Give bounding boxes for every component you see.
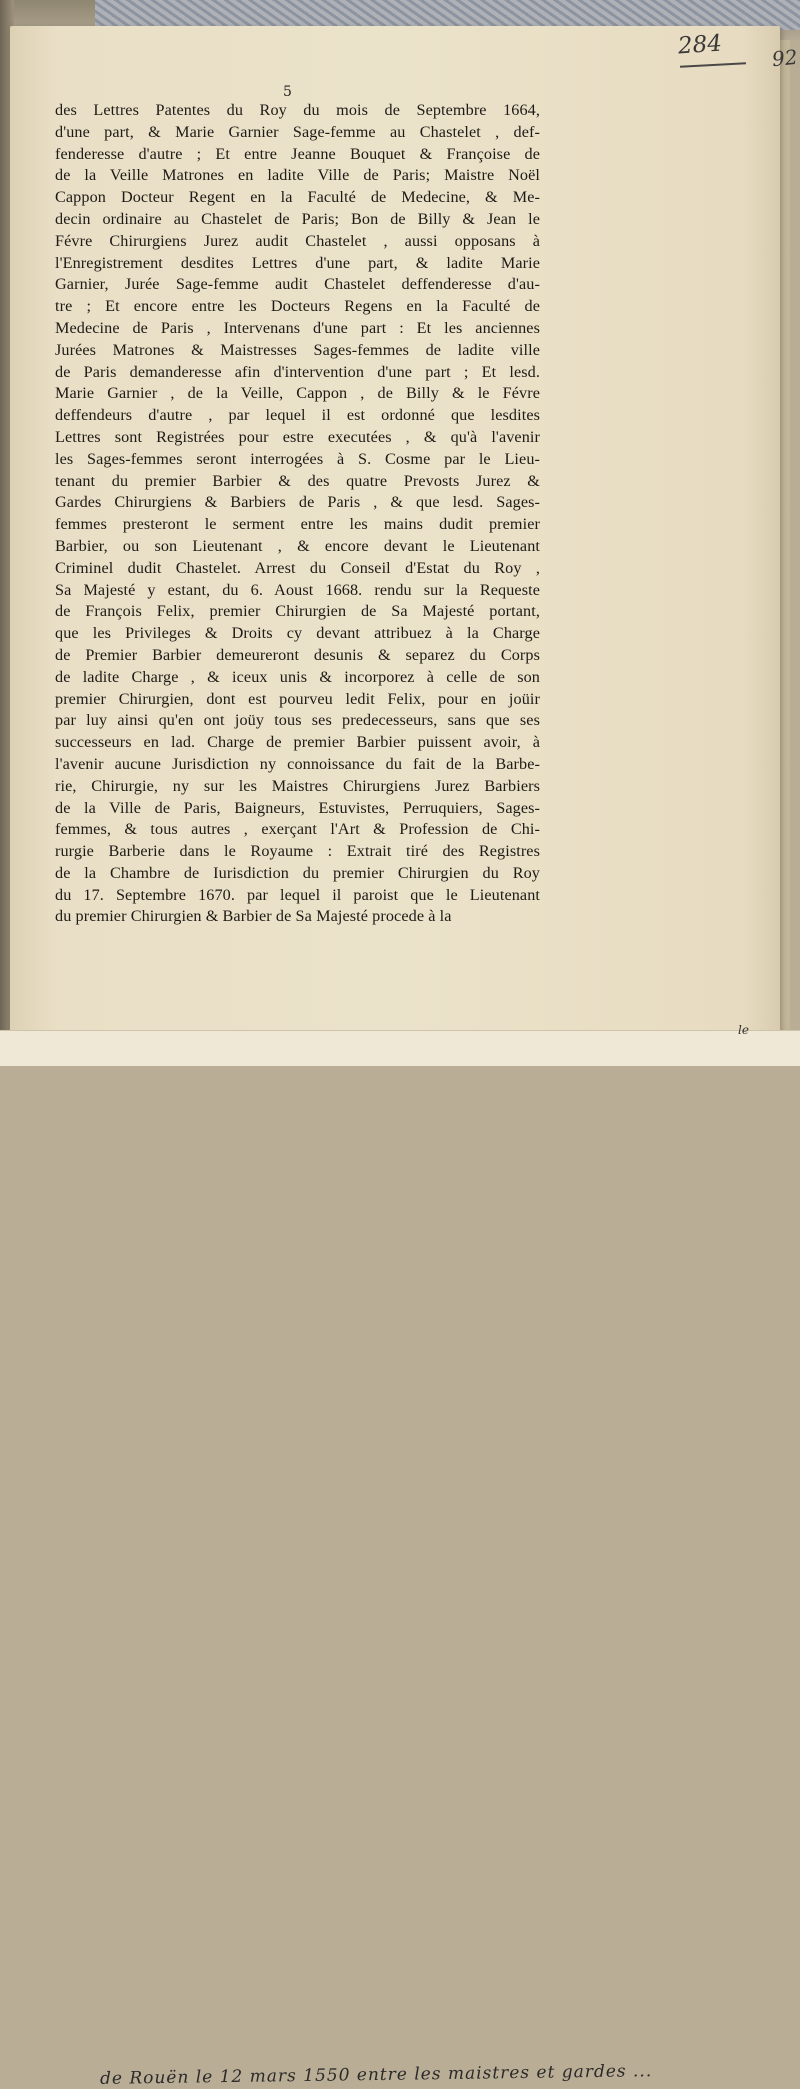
text-line: Cappon Docteur Regent en la Faculté de Medecine, & Me- <box>55 188 540 207</box>
bottom-manuscript-strip <box>0 1023 800 2089</box>
text-line: decin ordinaire au Chastelet de Paris; Bon de Billy & Jean le <box>55 209 540 228</box>
text-line: Lettres sont Registrées pour estre executées , & qu'à l'avenir <box>55 427 540 446</box>
printed-text-block <box>55 100 540 928</box>
text-line: de la Ville de Paris, Baigneurs, Estuvistes, Perruquiers, Sages- <box>55 798 540 817</box>
printed-page-number: 5 <box>283 84 292 100</box>
text-line: Criminel dudit Chastelet. Arrest du Conseil d'Estat du Roy , <box>55 558 540 577</box>
text-line: l'avenir aucune Jurisdiction ny connoissance du fait de la Barbe- <box>55 754 540 773</box>
text-line: tre ; Et encore entre les Docteurs Regens en la Faculté de <box>55 297 540 316</box>
text-line: du 17. Septembre 1670. par lequel il paroist que le Lieutenant <box>55 885 540 904</box>
folio-number: 284 <box>677 30 723 60</box>
text-line: les Sages-femmes seront interrogées à S. Cosme par le Lieu- <box>55 449 540 468</box>
text-line: tenant du premier Barbier & des quatre Prevosts Jurez & <box>55 471 540 490</box>
text-line: de Paris demanderesse afin d'intervention d'une part ; Et lesd. <box>55 362 540 381</box>
text-line: de ladite Charge , & iceux unis & incorporez à celle de son <box>55 667 540 686</box>
text-line: de la Veille Matrones en ladite Ville de Paris; Maistre Noël <box>55 166 540 185</box>
text-line: successeurs en lad. Charge de premier Barbier puissent avoir, à <box>55 733 540 752</box>
text-line: deffendeurs d'autre , par lequel il est ordonné que lesdites <box>55 406 540 425</box>
bottom-manuscript-note: de Rouën le 12 mars 1550 entre les maistres et gardes ... <box>99 2061 653 2089</box>
text-line: Jurées Matrones & Maistresses Sages-femmes de ladite ville <box>55 340 540 359</box>
text-line: Gardes Chirurgiens & Barbiers de Paris , & que lesd. Sages- <box>55 493 540 512</box>
text-line: premier Chirurgien, dont est pourveu ledit Felix, pour en joüir <box>55 689 540 708</box>
text-line: de François Felix, premier Chirurgien de Sa Majesté portant, <box>55 602 540 621</box>
text-line: rurgie Barberie dans le Royaume : Extrait tiré des Registres <box>55 842 540 861</box>
text-line: de Premier Barbier demeureront desunis & separez du Corps <box>55 645 540 664</box>
text-line: d'une part, & Marie Garnier Sage-femme au Chastelet , def- <box>55 122 540 141</box>
text-line: fenderesse d'autre ; Et entre Jeanne Bouquet & Françoise de <box>55 144 540 163</box>
text-line: de la Chambre de Iurisdiction du premier Chirurgien du Roy <box>55 863 540 882</box>
text-line: femmes, & tous autres , exerçant l'Art & Profession de Chi- <box>55 820 540 839</box>
folio-number-secondary: 92 <box>770 44 799 72</box>
text-line: l'Enregistrement desdites Lettres d'une part, & ladite Marie <box>55 253 540 272</box>
text-line: rie, Chirurgie, ny sur les Maistres Chirurgiens Jurez Barbiers <box>55 776 540 795</box>
text-line: Barbier, ou son Lieutenant , & encore devant le Lieutenant <box>55 536 540 555</box>
text-line: du premier Chirurgien & Barbier de Sa Majesté procede à la <box>55 907 452 926</box>
text-line: femmes presteront le serment entre les mains dudit premier <box>55 515 540 534</box>
bottom-margin-mark: le <box>738 1023 749 1037</box>
text-line: par luy ainsi qu'en ont joüy tous ses predecesseurs, sans que ses <box>55 711 540 730</box>
text-line: Medecine de Paris , Intervenans d'une part : Et les anciennes <box>55 318 540 337</box>
text-line: que les Privileges & Droits cy devant attribuez à la Charge <box>55 624 540 643</box>
text-line: Garnier, Jurée Sage-femme audit Chastelet deffenderesse d'au- <box>55 275 540 294</box>
text-line: Marie Garnier , de la Veille, Cappon , de Billy & le Févre <box>55 384 540 403</box>
text-line: Févre Chirurgiens Jurez audit Chastelet , aussi opposans à <box>55 231 540 250</box>
text-line: Sa Majesté y estant, du 6. Aoust 1668. rendu sur la Requeste <box>55 580 540 599</box>
text-line: des Lettres Patentes du Roy du mois de Septembre 1664, <box>55 101 540 119</box>
